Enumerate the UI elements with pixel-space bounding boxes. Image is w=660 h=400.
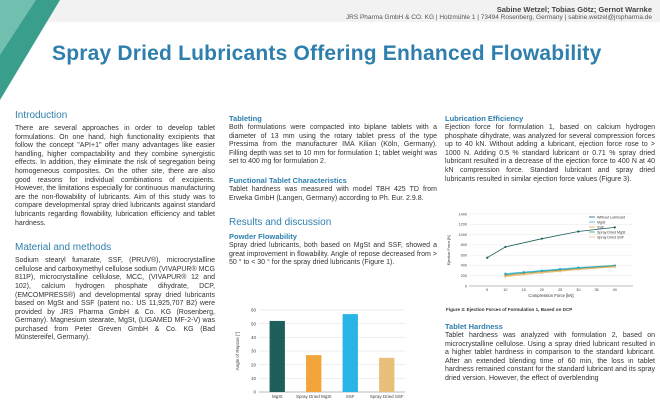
y-tick-label: 0 <box>464 284 467 289</box>
functional-text: Tablet hardness was measured with model TBH 425 TD from Erweka GmbH (Langen, Germany) according to Ph. Eur. 2.9.8. <box>229 185 437 202</box>
flowability-heading: Powder Flowability <box>229 232 297 242</box>
x-tick-label: 20 <box>539 288 545 292</box>
x-tick-label: 30 <box>576 288 581 292</box>
x-tick-label: SSF <box>345 394 355 399</box>
results-heading: Results and discussion <box>229 217 332 229</box>
x-tick-label: MgSt <box>271 394 283 399</box>
bar <box>343 314 358 392</box>
y-tick-label: 600 <box>460 253 467 258</box>
data-point <box>559 270 561 272</box>
y-tick-label: 1000 <box>458 232 467 237</box>
corner-decoration-light <box>0 0 36 55</box>
data-point <box>504 276 506 278</box>
x-tick-label: Spray Dried SSF <box>369 394 404 399</box>
y-tick-label: 20 <box>250 362 256 368</box>
functional-heading: Functional Tablet Characteristics <box>229 175 347 185</box>
materials-heading: Material and methods <box>15 242 112 254</box>
hardness-section <box>445 322 655 384</box>
column-left <box>15 110 215 343</box>
bar <box>270 321 285 392</box>
authors: Sabine Wetzel; Tobias Götz; Gernot Warnke <box>496 5 652 14</box>
line-chart-svg <box>445 210 645 302</box>
bar <box>306 355 321 392</box>
x-tick-label: 25 <box>557 288 563 292</box>
x-tick-label: 15 <box>521 288 526 292</box>
data-point <box>486 257 488 259</box>
poster-title: Spray Dried Lubricants Offering Enhanced Flowability <box>52 42 602 65</box>
y-axis-label: Ejection Force [N] <box>447 234 451 266</box>
y-tick-label: 30 <box>250 348 256 354</box>
x-tick-label: 10 <box>503 288 508 292</box>
lubrication-heading: Lubrication Efficiency <box>445 114 524 123</box>
y-tick-label: 1400 <box>458 212 467 217</box>
data-point <box>541 272 543 274</box>
x-tick-label: 5 <box>486 288 489 292</box>
y-tick-label: 10 <box>250 375 256 381</box>
x-tick-label: Spray Dried MgSt <box>295 394 332 399</box>
hardness-heading: Tablet Hardness <box>445 322 503 331</box>
data-point <box>523 274 525 276</box>
y-tick-label: 400 <box>460 263 467 268</box>
y-tick-label: 200 <box>460 274 467 279</box>
figure-1-chart <box>229 306 409 400</box>
legend-label: Spray Dried SSF <box>597 235 624 240</box>
y-tick-label: 50 <box>250 321 256 327</box>
bar-chart-svg <box>229 306 409 400</box>
data-point <box>504 274 506 276</box>
data-point <box>504 246 506 248</box>
data-point <box>614 266 616 268</box>
results-text: Spray dried lubricants, both based on MgSt and SSF, showed a great improvement in flowability. Angle of repose decreased from > 50 ° to < 30 ° for the spray dried lubricants (Figure 1). <box>229 242 437 267</box>
y-tick-label: 800 <box>460 243 467 248</box>
affiliation: JRS Pharma GmbH & CO. KG | Holzmühle 1 | 73494 Rosenberg, Germany | sabine.wetzel@jrspharma.de <box>345 14 652 21</box>
x-axis-label: Compression Force [kN] <box>528 293 574 298</box>
legend-label: Spray Dried MgSt <box>597 230 626 235</box>
intro-text: There are several approaches in order to develop tablet formulations. On one hand, high functionality excipients that follow the concept "API+1" offer many advantages like easier handling, higher compactability and they combine synergistic effects. In addition, they eliminate the risk of segregation being homogeneous composites. On the other site, there are also good reasons for individual combinations of excipients. However, the limitations especially for continuous manufacturing are the non-flowability of lubricants. Aim of this study was to compare developmental spray dried lubricants against standard lubricants regarding flowability, lubrication efficiency and tablet hardness. <box>15 125 215 227</box>
x-tick-label: 40 <box>612 288 617 292</box>
y-axis-label: Angle of Repose [°] <box>235 331 240 371</box>
legend-label: Without Lubricant <box>597 215 625 220</box>
y-tick-label: 40 <box>250 334 256 340</box>
figure-3-chart <box>445 210 645 307</box>
x-tick-label: 35 <box>594 288 599 292</box>
lubrication-text: Ejection force for formulation 1, based on calcium hydrogen phosphate dihydrate, was analyzed for several compression forces up to 40 kN. Without adding a lubricant, ejection force rose to > 1000 N. Adding 0.5 % standard lubricant or 0.71 % spray dried lubricant resulted in a decrease of the ejection force to 400 N at 40 kN compression force. Standard lubricant and spray dried lubricants resulted in similar ejection force values (Figure 3). <box>445 124 655 183</box>
legend-label: SSF <box>597 225 604 230</box>
series-line <box>487 227 615 257</box>
data-point <box>614 226 616 228</box>
data-point <box>577 268 579 270</box>
figure-3-caption: Figure 3: Ejection Forces of Formulation 1, Based on DCP <box>446 307 573 312</box>
y-tick-label: 1200 <box>458 222 467 227</box>
y-tick-label: 0 <box>253 389 256 395</box>
data-point <box>541 238 543 240</box>
bar <box>379 358 394 392</box>
legend-label: MgSt <box>597 220 606 225</box>
intro-heading: Introduction <box>15 110 68 121</box>
materials-text: Sodium stearyl fumarate, SSF, (PRUV®), microcrystalline cellulose and carboxymethyl cellulose sodium (VIVAPUR® MCG 811P), microcrystalline cellulose, MCC, (VIVAPUR® 12 and 102), calcium hydrogen phosphate dihydrate, DCP, (EMCOMPRESS®) and developmental spray dried lubricants based on MgSt and SSF (patent no.: US 11,925,707 B2) were provided by JRS Pharma GmbH & Co. KG (Rosenberg, Germany). Magnesium stearate, MgSt, (LIGAMED MF-2-V) was purchased from Peter Greven GmbH & Co. KG (Bad Münstereifel, Germany). <box>15 257 215 342</box>
y-tick-label: 60 <box>250 307 256 313</box>
column-right <box>445 114 655 184</box>
hardness-text: Tablet hardness was analyzed with formulation 2, based on microcrystalline cellulose. Using a spray dried lubricant resulted in a higher tablet hardness in comparison to the standard lubricant. After an extended blending time of 60 min, the loss in tablet hardness remained constant for the standard lubricant and its spray dried version. However, the effect of overblending <box>445 332 655 382</box>
tableting-text: Both formulations were compacted into biplane tablets with a diameter of 13 mm using the rotary tablet press of the type Pressima from the manufacturer IMA Kilian (Köln, Germany). Filling depth was set to 10 mm for formulation 1; tablet weight was set to 400 mg for formulation 2. <box>229 124 437 166</box>
data-point <box>577 230 579 232</box>
column-middle <box>229 114 437 268</box>
tableting-heading: Tableting <box>229 114 262 123</box>
